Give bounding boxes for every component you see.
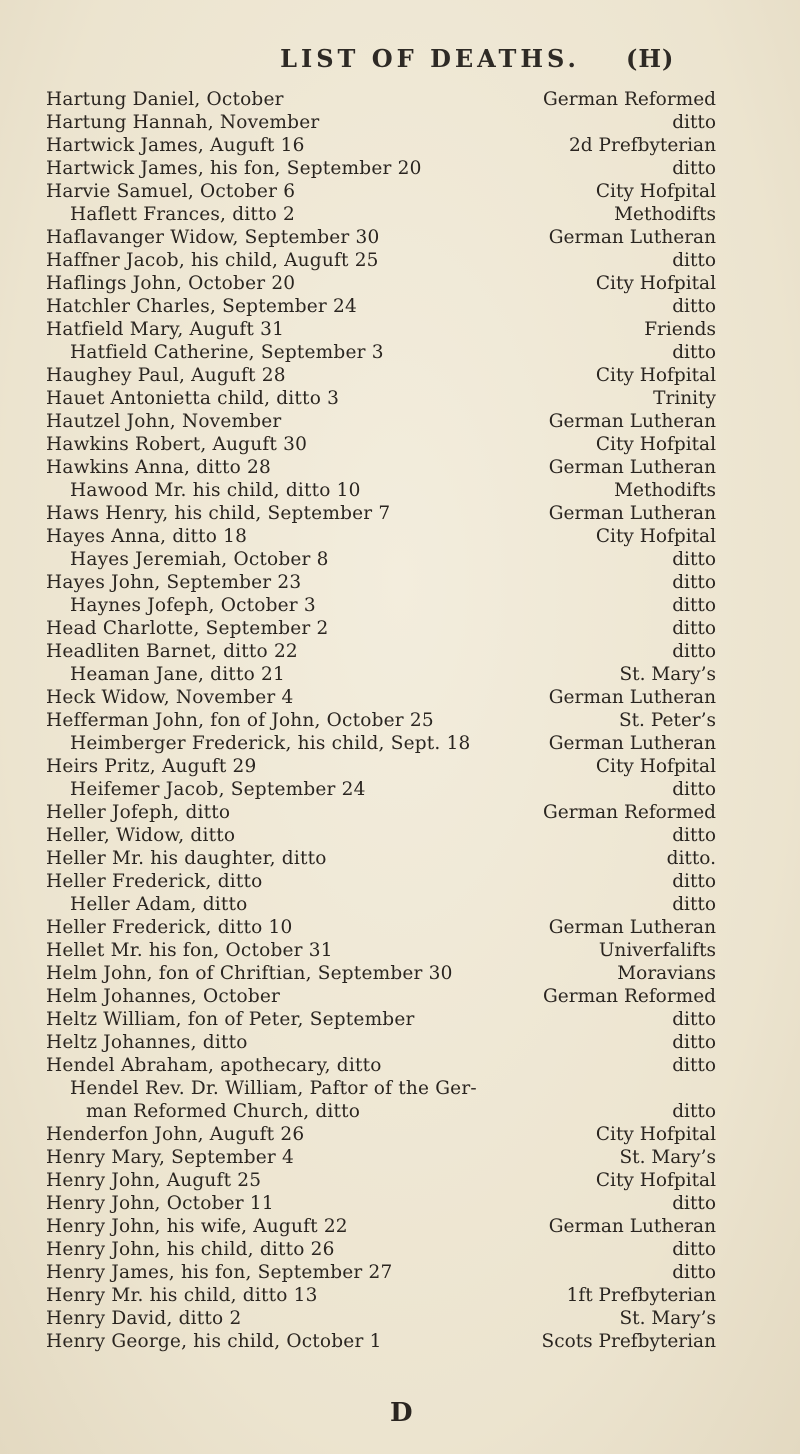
entry-congregation: Univerfalifts [598,940,716,961]
entry-congregation: ditto [672,1262,716,1283]
list-entry [0,410,800,433]
entry-congregation: German Reformed [543,802,716,823]
entry-name: Helm Johannes, October [46,986,281,1007]
list-entry [0,1054,800,1077]
entry-congregation: ditto [672,1032,716,1053]
list-entry [0,709,800,732]
list-entry [0,985,800,1008]
page-title: LIST OF DEATHS. [280,44,580,73]
list-entry [0,502,800,525]
entry-name: Henry John, his child, ditto 26 [46,1239,335,1260]
entry-congregation: Methodifts [614,480,716,501]
list-entry [0,111,800,134]
entry-name: Haflavanger Widow, September 30 [46,227,380,248]
entry-name: Haws Henry, his child, September 7 [46,503,391,524]
entry-congregation: ditto [672,112,716,133]
entry-name: Hefferman John, fon of John, October 25 [46,710,434,731]
entry-congregation: 2d Prefbyterian [569,135,716,156]
entry-name: Heller Jofeph, ditto [46,802,231,823]
list-entry [0,1307,800,1330]
entry-name: Henry David, ditto 2 [46,1308,242,1329]
list-entry [0,1238,800,1261]
entry-congregation: German Lutheran [548,1216,716,1237]
list-entry [0,801,800,824]
list-entry [0,341,800,364]
list-entry [0,594,800,617]
list-entry [0,249,800,272]
list-entry [0,732,800,755]
entry-name: Heifemer Jacob, September 24 [70,779,366,800]
entry-name: Helm John, fon of Chriftian, September 30 [46,963,453,984]
entry-name: Hauet Antonietta child, ditto 3 [46,388,340,409]
entry-name: Hatfield Catherine, September 3 [70,342,384,363]
entry-congregation: City Hofpital [595,756,716,777]
entry-name: Hatchler Charles, September 24 [46,296,357,317]
entry-congregation: German Lutheran [548,733,716,754]
entry-congregation: St. Mary’s [619,664,716,685]
entry-name: Haynes Jofeph, October 3 [70,595,316,616]
entry-name: Hawood Mr. his child, ditto 10 [70,480,361,501]
list-entry [0,916,800,939]
entry-congregation: City Hofpital [595,1170,716,1191]
entry-name: Heimberger Frederick, his child, Sept. 18 [70,733,471,754]
entry-name: Haflings John, October 20 [46,273,296,294]
entry-name: Haffner Jacob, his child, Auguft 25 [46,250,379,271]
list-entry [0,663,800,686]
entry-name: Henry George, his child, October 1 [46,1331,382,1352]
entry-name: Heller Mr. his daughter, ditto [46,848,327,869]
entry-congregation: 1ft Prefbyterian [566,1285,716,1306]
page-header [0,44,800,73]
list-entry [0,88,800,111]
list-entry [0,272,800,295]
list-entry [0,525,800,548]
entry-congregation: Scots Prefbyterian [541,1331,716,1352]
entry-congregation: ditto [672,158,716,179]
entry-name: Henderfon John, Auguft 26 [46,1124,305,1145]
entry-congregation: City Hofpital [595,273,716,294]
entry-name: Heck Widow, November 4 [46,687,294,708]
list-entry [0,479,800,502]
list-entry [0,157,800,180]
entry-name: Heller Adam, ditto [70,894,248,915]
entry-congregation: ditto [672,894,716,915]
list-entry [0,1077,800,1100]
list-entry [0,962,800,985]
entry-name: Hartwick James, Auguft 16 [46,135,305,156]
entry-congregation: City Hofpital [595,434,716,455]
entry-congregation: ditto [672,296,716,317]
entry-congregation: ditto [672,641,716,662]
entry-name: Henry John, his wife, Auguft 22 [46,1216,348,1237]
list-entry [0,824,800,847]
entry-name: Hayes John, September 23 [46,572,302,593]
list-entry [0,1031,800,1054]
list-entry [0,1330,800,1353]
entry-name: Hartung Daniel, October [46,89,284,110]
list-entry [0,1261,800,1284]
list-entry [0,1123,800,1146]
entry-congregation: German Reformed [543,986,716,1007]
entry-congregation: City Hofpital [595,181,716,202]
entry-congregation: German Lutheran [548,411,716,432]
entry-name: Henry John, October 11 [46,1193,274,1214]
entry-congregation: Trinity [653,388,716,409]
entry-congregation: City Hofpital [595,1124,716,1145]
entry-name: Heirs Pritz, Auguft 29 [46,756,257,777]
entry-name: Heller, Widow, ditto [46,825,236,846]
entry-congregation: Methodifts [614,204,716,225]
list-entry [0,571,800,594]
entry-name: Head Charlotte, September 2 [46,618,329,639]
entry-congregation: ditto [672,779,716,800]
entry-congregation: German Lutheran [548,503,716,524]
entry-name: Hawkins Anna, ditto 28 [46,457,271,478]
entry-congregation: ditto [672,342,716,363]
list-entry [0,1215,800,1238]
entry-name: Harvie Samuel, October 6 [46,181,296,202]
entry-congregation: German Lutheran [548,227,716,248]
signature-mark: D [390,1398,413,1428]
list-entry [0,1284,800,1307]
entry-congregation: ditto. [666,848,716,869]
entry-name: Haughey Paul, Auguft 28 [46,365,286,386]
list-entry [0,180,800,203]
entry-name: Hellet Mr. his fon, October 31 [46,940,333,961]
entry-congregation: ditto [672,572,716,593]
entry-name: Headliten Barnet, ditto 22 [46,641,298,662]
entry-name: Henry James, his fon, September 27 [46,1262,393,1283]
list-entry [0,1192,800,1215]
entry-congregation: St. Mary’s [619,1308,716,1329]
entry-congregation: German Lutheran [548,457,716,478]
entry-name: Henry John, Auguft 25 [46,1170,262,1191]
list-entry [0,1100,800,1123]
entry-name: Hendel Rev. Dr. William, Paftor of the Ger- [70,1078,477,1099]
entry-congregation: ditto [672,595,716,616]
list-entry [0,893,800,916]
entry-name: Heltz Johannes, ditto [46,1032,248,1053]
entry-name: Heaman Jane, ditto 21 [70,664,285,685]
list-entry [0,226,800,249]
entry-congregation: ditto [672,1055,716,1076]
entry-congregation: City Hofpital [595,365,716,386]
entry-congregation: ditto [672,825,716,846]
list-entry [0,387,800,410]
entry-name: Heller Frederick, ditto 10 [46,917,293,938]
entry-congregation: German Reformed [543,89,716,110]
entry-congregation: ditto [672,549,716,570]
list-entry [0,870,800,893]
entry-name: Heller Frederick, ditto [46,871,263,892]
entry-congregation: German Lutheran [548,687,716,708]
entry-name: Hayes Jeremiah, October 8 [70,549,329,570]
list-entry [0,548,800,571]
entry-name: Heltz William, fon of Peter, September [46,1009,415,1030]
entry-name: Hawkins Robert, Auguft 30 [46,434,308,455]
list-entry [0,686,800,709]
entry-congregation: ditto [672,1009,716,1030]
entry-name: Hendel Abraham, apothecary, ditto [46,1055,382,1076]
entry-name: Henry Mary, September 4 [46,1147,295,1168]
entry-name: man Reformed Church, ditto [86,1101,361,1122]
entry-congregation: Moravians [617,963,716,984]
death-list [0,88,800,1353]
entry-congregation: City Hofpital [595,526,716,547]
list-entry [0,1169,800,1192]
list-entry [0,134,800,157]
list-entry [0,847,800,870]
entry-name: Hautzel John, November [46,411,282,432]
list-entry [0,456,800,479]
list-entry [0,617,800,640]
entry-congregation: ditto [672,1239,716,1260]
section-letter: (H) [626,44,675,73]
entry-congregation: Friends [644,319,716,340]
list-entry [0,433,800,456]
entry-congregation: ditto [672,618,716,639]
list-entry [0,203,800,226]
list-entry [0,364,800,387]
entry-name: Hayes Anna, ditto 18 [46,526,248,547]
entry-name: Hartung Hannah, November [46,112,320,133]
list-entry [0,295,800,318]
entry-congregation: ditto [672,1101,716,1122]
entry-congregation: St. Peter’s [618,710,716,731]
list-entry [0,939,800,962]
entry-name: Henry Mr. his child, ditto 13 [46,1285,318,1306]
entry-name: Hatfield Mary, Auguft 31 [46,319,285,340]
list-entry [0,1146,800,1169]
list-entry [0,318,800,341]
entry-congregation: ditto [672,1193,716,1214]
list-entry [0,778,800,801]
entry-congregation: St. Mary’s [619,1147,716,1168]
entry-name: Haflett Frances, ditto 2 [70,204,296,225]
entry-congregation: German Lutheran [548,917,716,938]
list-entry [0,640,800,663]
list-entry [0,1008,800,1031]
entry-name: Hartwick James, his fon, September 20 [46,158,422,179]
list-entry [0,755,800,778]
entry-congregation: ditto [672,871,716,892]
entry-congregation: ditto [672,250,716,271]
